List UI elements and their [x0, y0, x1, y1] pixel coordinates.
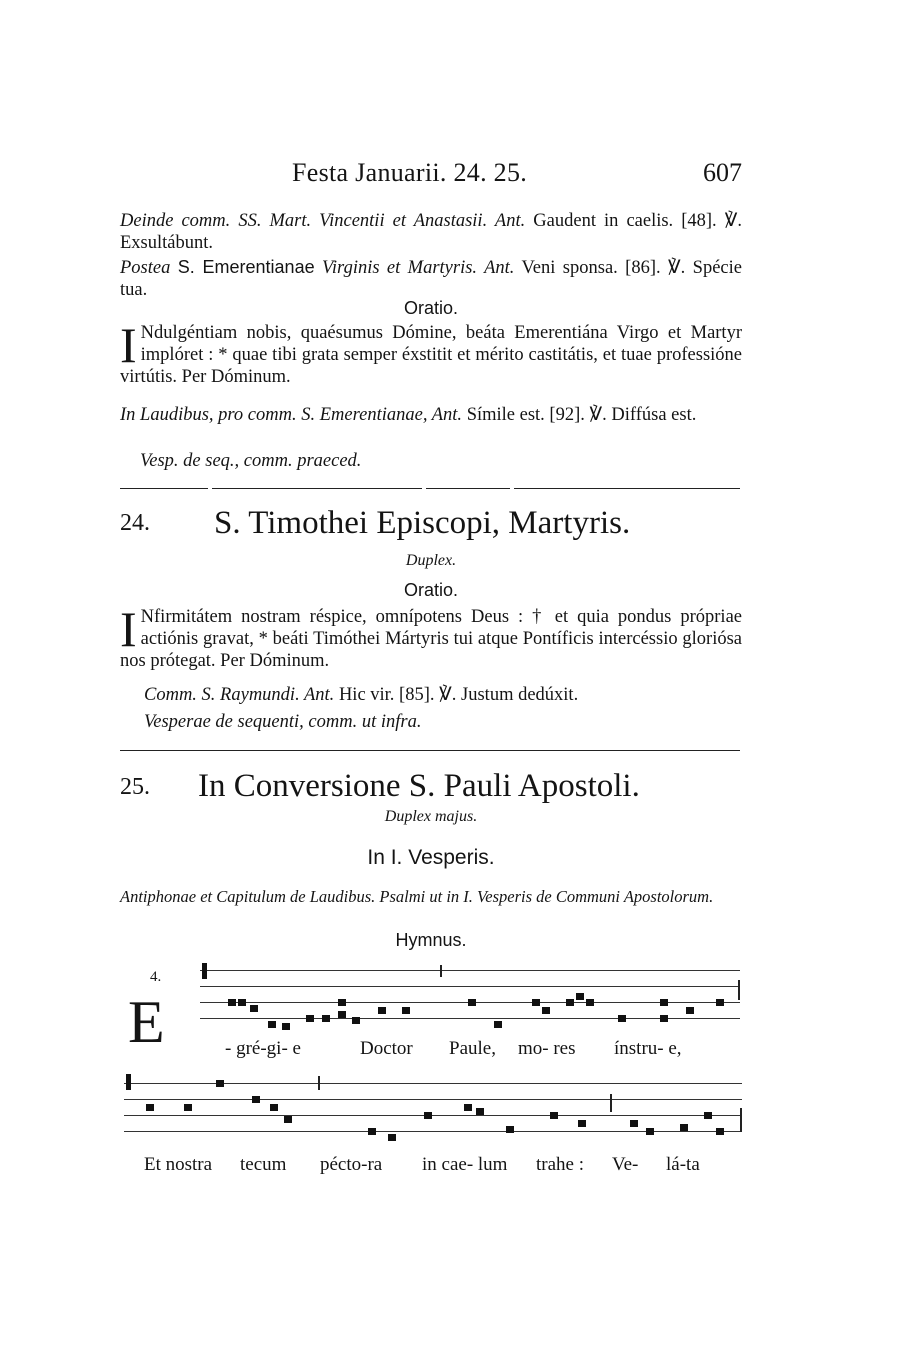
neume-icon — [352, 1017, 360, 1024]
neume-icon — [322, 1015, 330, 1022]
prayer-text: Nfirmitátem nostram réspice, omnípotens Deus : † et quia pondus própriae actiónis gravat, * beáti Timóthei Mártyris tui atque Pontíficis intercéssio gloriósa nos prótegat. Per Dóminum. — [120, 607, 742, 671]
separator-rule — [120, 488, 208, 489]
neume-icon — [468, 999, 476, 1006]
neume-icon — [250, 1005, 258, 1012]
neume-icon — [402, 1007, 410, 1014]
staff-line — [200, 1018, 740, 1019]
rubric-antiphons: Antiphonae et Capitulum de Laudibus. Psalmi ut in I. Vesperis de Communi Apostolorum. — [120, 887, 714, 906]
running-title: Festa Januarii. 24. 25. — [292, 158, 528, 187]
lauds-rubric — [120, 404, 742, 426]
comm-raymund — [144, 684, 744, 706]
lyric-syllable: Doctor — [360, 1038, 413, 1059]
neume-icon — [270, 1104, 278, 1111]
neume-icon — [306, 1015, 314, 1022]
drop-cap: I — [120, 317, 137, 373]
section-heading: In I. Vesperis. — [367, 846, 495, 869]
lyric-syllable: Paule, — [449, 1038, 496, 1059]
running-header — [120, 158, 742, 192]
prayer-emerentiana — [120, 317, 742, 388]
lyrics-line-1 — [120, 1038, 742, 1064]
neume-icon — [716, 999, 724, 1006]
neume-icon — [184, 1104, 192, 1111]
bar-line — [610, 1094, 612, 1112]
antiphon-text: Veni sponsa. [86]. ℣. Spécie tua. — [120, 258, 742, 300]
saint-name: S. Emerentianae — [177, 257, 315, 277]
neume-icon — [660, 1015, 668, 1022]
antiphon-text: Hic vir. [85]. ℣. Justum dedúxit. — [338, 685, 579, 705]
vespers-rubric: Vesperae de sequenti, comm. ut infra. — [144, 712, 422, 732]
separator-rule — [426, 488, 510, 489]
neume-icon — [576, 993, 584, 1000]
bar-line — [318, 1076, 320, 1090]
bar-line — [738, 980, 740, 1000]
neume-icon — [252, 1096, 260, 1103]
lyric-syllable: pécto-ra — [320, 1154, 383, 1175]
feast-rank: Duplex. — [405, 552, 457, 569]
lyrics-line-2 — [120, 1154, 742, 1180]
neume-icon — [464, 1104, 472, 1111]
oratio-heading: Oratio. — [403, 580, 459, 600]
neume-icon — [586, 999, 594, 1006]
neume-icon — [284, 1116, 292, 1123]
neume-icon — [680, 1124, 688, 1131]
neume-icon — [618, 1015, 626, 1022]
commemoration-emerentiana — [120, 256, 742, 301]
neume-icon — [388, 1134, 396, 1141]
chant-initial: E — [128, 989, 165, 1055]
neume-icon — [216, 1080, 224, 1087]
bar-line — [440, 965, 442, 977]
rubric-text: Virginis et Martyris. Ant. — [321, 258, 515, 278]
lyric-syllable: Ve- — [612, 1154, 639, 1175]
neume-icon — [686, 1007, 694, 1014]
feast-number: 24. — [120, 510, 150, 536]
neume-icon — [146, 1104, 154, 1111]
neume-icon — [542, 1007, 550, 1014]
oratio-heading: Oratio. — [403, 298, 459, 318]
neume-icon — [704, 1112, 712, 1119]
lyric-syllable: lá-ta — [666, 1154, 700, 1175]
neume-icon — [378, 1007, 386, 1014]
feast-title: S. Timothei Episcopi, Martyris. — [214, 505, 631, 541]
neume-icon — [630, 1120, 638, 1127]
commemoration-vincent — [120, 210, 742, 254]
neume-icon — [646, 1128, 654, 1135]
prayer-text: Ndulgéntiam nobis, quaésumus Dómine, beáta Emerentiána Virgo et Martyr implóret : * quae tibi grata semper éxstitit et mérito castitátis, et tuae professióne virtútis. Per Dóminum. — [120, 323, 742, 387]
neume-icon — [338, 999, 346, 1006]
drop-cap: I — [120, 601, 137, 657]
neume-icon — [660, 999, 668, 1006]
separator-rule — [212, 488, 422, 489]
neume-icon — [368, 1128, 376, 1135]
feast-title: In Conversione S. Pauli Apostoli. — [198, 768, 640, 804]
lyric-syllable: - gré-gi- e — [225, 1038, 301, 1059]
chant-staff-2 — [120, 1068, 750, 1158]
clef-icon — [202, 963, 207, 979]
lyric-syllable: ínstru- e, — [614, 1038, 682, 1059]
lyric-syllable: mo- res — [518, 1038, 576, 1059]
staff-line — [124, 1099, 742, 1100]
staff-line — [124, 1115, 742, 1116]
neume-icon — [494, 1021, 502, 1028]
rubric-text: Deinde comm. SS. Mart. Vincentii et Anastasii. Ant. — [120, 211, 526, 231]
prayer-timothy — [120, 601, 742, 672]
mode-number: 4. — [150, 969, 162, 985]
lyric-syllable: in cae- lum — [422, 1154, 508, 1175]
neume-icon — [532, 999, 540, 1006]
neume-icon — [578, 1120, 586, 1127]
neume-icon — [476, 1108, 484, 1115]
neume-icon — [550, 1112, 558, 1119]
neume-icon — [228, 999, 236, 1006]
antiphon-text: Gaudent in caelis. [48]. ℣. Exsultábunt. — [120, 211, 743, 253]
page-number: 607 — [703, 158, 742, 187]
separator-rule — [514, 488, 740, 489]
rubric-text: Comm. S. Raymundi. Ant. — [144, 685, 335, 705]
staff-line — [200, 986, 740, 987]
rubric-text: Postea — [120, 258, 171, 278]
vespers-rubric: Vesp. de seq., comm. praeced. — [140, 451, 362, 471]
neume-icon — [716, 1128, 724, 1135]
lyric-syllable: tecum — [240, 1154, 287, 1175]
separator-rule — [120, 750, 740, 751]
clef-icon — [126, 1074, 131, 1090]
lyric-syllable: Et nostra — [144, 1154, 213, 1175]
neume-icon — [506, 1126, 514, 1133]
neume-icon — [282, 1023, 290, 1030]
hymn-heading: Hymnus. — [395, 930, 467, 950]
feast-rank: Duplex majus. — [384, 808, 478, 825]
neume-icon — [238, 999, 246, 1006]
neume-icon — [566, 999, 574, 1006]
neume-icon — [268, 1021, 276, 1028]
neume-icon — [338, 1011, 346, 1018]
rubric-text: In Laudibus, pro comm. S. Emerentianae, Ant. — [120, 405, 463, 425]
staff-line — [200, 970, 740, 971]
neume-icon — [424, 1112, 432, 1119]
bar-line — [740, 1108, 742, 1132]
feast-number: 25. — [120, 774, 150, 800]
lyric-syllable: trahe : — [536, 1154, 585, 1175]
antiphon-text: Símile est. [92]. ℣. Diffúsa est. — [466, 405, 697, 425]
